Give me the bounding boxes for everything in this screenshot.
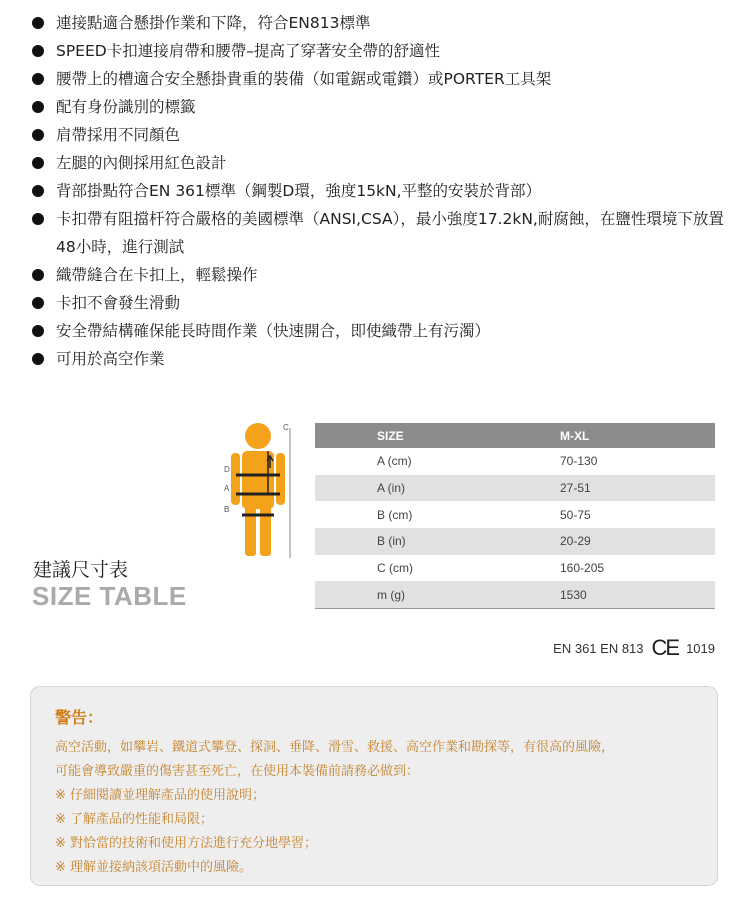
label-a: A — [224, 484, 230, 493]
feature-item: 卡扣帶有阻擋杆符合嚴格的美國標準（ANSI,CSA），最小強度17.2kN,耐腐蝕，在鹽性環境下放置48小時，進行測試 — [30, 205, 730, 261]
feature-item: 肩帶採用不同顏色 — [30, 121, 730, 149]
table-row — [315, 448, 715, 475]
warning-line: ※ 理解並接納該項活動中的風險。 — [55, 860, 253, 875]
bullet-icon — [32, 353, 44, 365]
feature-item: 可用於高空作業 — [30, 345, 730, 373]
table-cell: 1530 — [560, 581, 715, 608]
feature-list — [30, 9, 730, 373]
table-row — [315, 581, 715, 608]
label-b: B — [224, 505, 230, 514]
bullet-icon — [32, 325, 44, 337]
table-row — [315, 475, 715, 502]
harness-size-figure — [218, 418, 298, 563]
notified-body-number: 1019 — [686, 640, 715, 656]
bullet-icon — [32, 213, 44, 225]
table-cell: 50-75 — [560, 507, 591, 522]
column-header: SIZE — [315, 423, 560, 448]
bullet-icon — [32, 45, 44, 57]
feature-item: 左腿的內側採用紅色設計 — [30, 149, 730, 177]
feature-item: 連接點適合懸掛作業和下降，符合EN813標準 — [30, 9, 730, 37]
bullet-icon — [32, 297, 44, 309]
bullet-icon — [32, 17, 44, 29]
warning-line: 高空活動，如攀岩、鐵道式攀登、探洞、垂降、滑雪、救援、高空作業和勘探等，有很高的風險， — [55, 740, 615, 755]
warning-body — [55, 736, 693, 880]
table-cell: 27-51 — [560, 475, 715, 502]
table-header-row — [315, 423, 715, 448]
bullet-icon — [32, 157, 44, 169]
table-cell: C (cm) — [377, 561, 413, 576]
table-cell: B (in) — [315, 528, 560, 555]
table-cell: m (g) — [315, 581, 560, 608]
label-d: D — [224, 465, 230, 474]
warning-line: ※ 仔細閱讀並理解產品的使用說明； — [55, 788, 266, 803]
bullet-icon — [32, 129, 44, 141]
size-table-subtitle: SIZE TABLE — [32, 581, 187, 611]
feature-item: 配有身份識別的標籤 — [30, 93, 730, 121]
table-cell: 160-205 — [560, 561, 605, 576]
feature-item: 織帶縫合在卡扣上，輕鬆操作 — [30, 261, 730, 289]
table-cell: B (cm) — [377, 507, 413, 522]
feature-item: 背部掛點符合EN 361標準（鋼製D環，強度15kN,平整的安裝於背部） — [30, 177, 730, 205]
warning-line: ※ 了解產品的性能和局限； — [55, 812, 214, 827]
warning-line: ※ 對恰當的技術和使用方法進行充分地學習； — [55, 836, 318, 851]
bullet-icon — [32, 185, 44, 197]
label-c: C — [283, 423, 289, 432]
standards-text: EN 361 EN 813 — [553, 640, 644, 656]
bullet-icon — [32, 269, 44, 281]
table-cell: 20-29 — [560, 528, 715, 555]
warning-line: 可能會導致嚴重的傷害甚至死亡，在使用本裝備前請務必做到： — [55, 764, 420, 779]
table-cell: 70-130 — [560, 454, 598, 469]
bullet-icon — [32, 73, 44, 85]
size-table — [315, 423, 715, 609]
table-row — [315, 528, 715, 555]
table-cell: A (in) — [315, 475, 560, 502]
bullet-icon — [32, 101, 44, 113]
column-header: M-XL — [560, 423, 715, 448]
feature-item: 安全帶結構確保能長時間作業（快速開合，即使織帶上有污濁） — [30, 317, 730, 345]
feature-item: 卡扣不會發生滑動 — [30, 289, 730, 317]
table-cell: A (cm) — [377, 454, 412, 469]
person-silhouette-icon — [231, 423, 285, 556]
feature-item: 腰帶上的槽適合安全懸掛貴重的裝備（如電鋸或電鑽）或PORTER工具架 — [30, 65, 730, 93]
certification-line — [553, 635, 715, 661]
size-table-title: 建議尺寸表 — [33, 559, 129, 581]
table-row — [315, 555, 715, 582]
warning-box — [30, 686, 718, 886]
warning-title: 警告： — [55, 708, 104, 727]
feature-item: SPEED卡扣連接肩帶和腰帶–提高了穿著安全帶的舒適性 — [30, 37, 730, 65]
ce-mark-icon: CE — [651, 635, 679, 660]
table-row — [315, 501, 715, 528]
